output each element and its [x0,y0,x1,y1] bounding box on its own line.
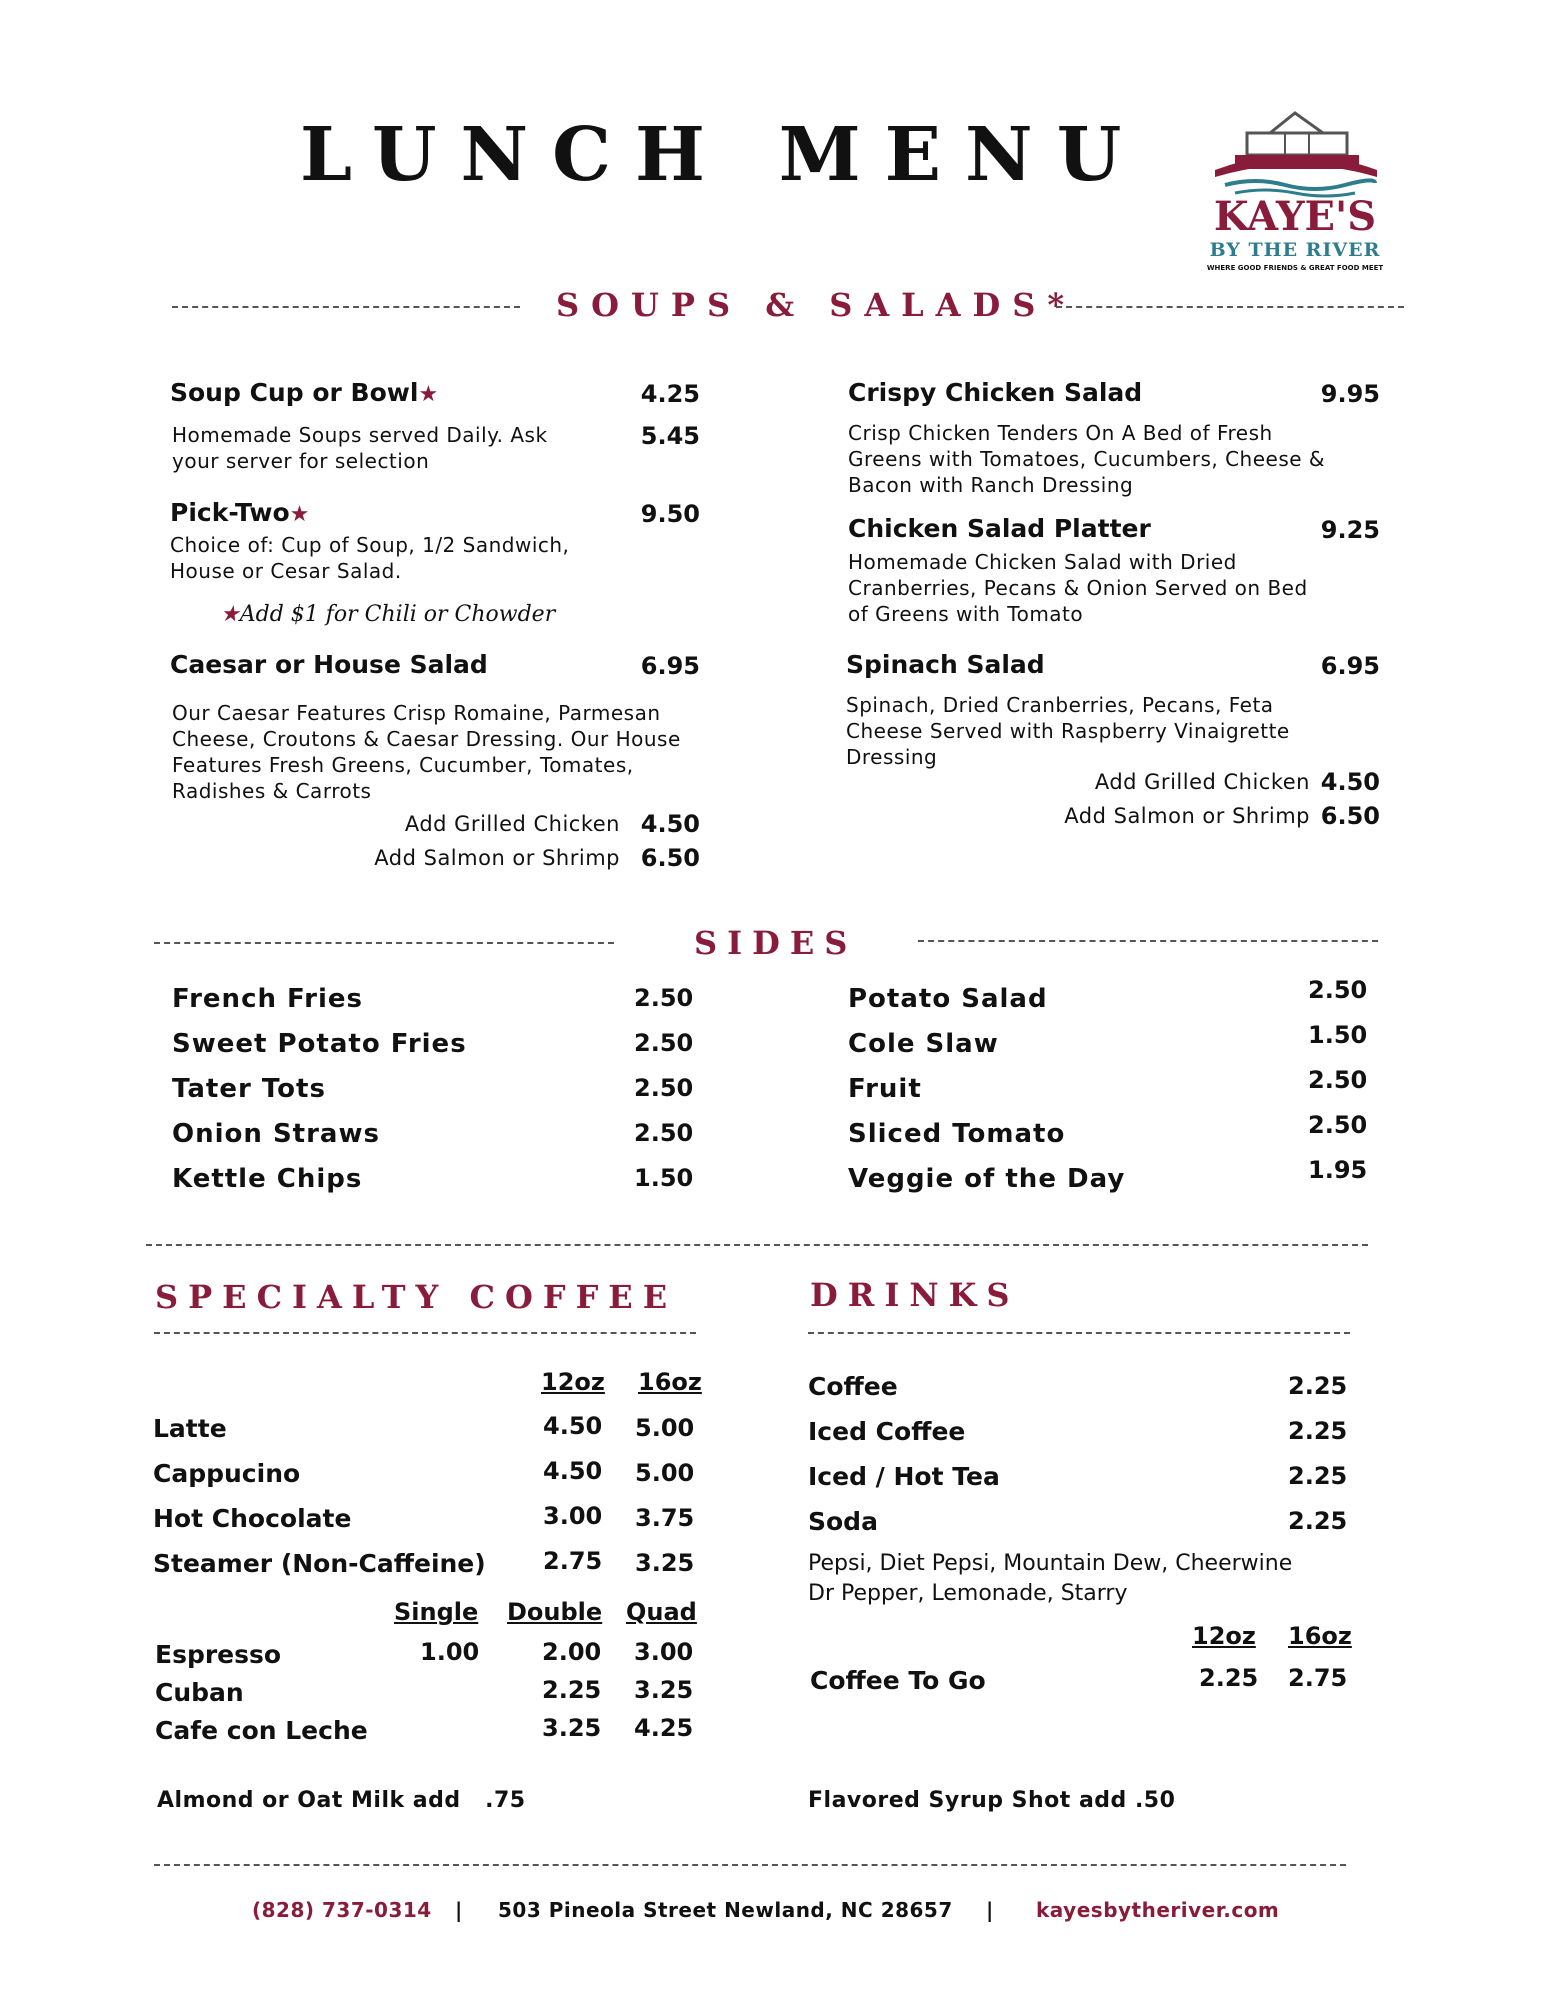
coffee-item-name: Steamer (Non-Caffeine) [153,1549,486,1578]
list-item: French Fries [172,984,363,1014]
price-16oz: 3.75 [635,1504,695,1532]
list-item: Fruit [848,1074,922,1104]
price-12oz: 4.50 [543,1457,603,1485]
drink-price: 2.25 [1288,1462,1348,1490]
coffee-to-go-name: Coffee To Go [810,1666,986,1695]
price-soup-cup: 4.25 [640,380,700,408]
logo [1195,105,1395,275]
price: 2.50 [634,1074,694,1102]
logo-bridge-icon [1195,105,1395,200]
list-item: Sweet Potato Fries [172,1029,467,1059]
footer-phone[interactable]: (828) 737-0314 [252,1898,432,1922]
divider [154,1864,1346,1866]
price-12oz: 2.75 [543,1547,603,1575]
drink-name: Coffee [808,1372,898,1401]
list-item: Cole Slaw [848,1029,999,1059]
page-title: LUNCH MENU [300,112,1146,198]
addon-price: 4.50 [640,810,700,838]
divider [1056,306,1404,308]
price-quad: 4.25 [634,1714,694,1742]
price-pick-two: 9.50 [640,500,700,528]
coffee-item-name: Latte [153,1414,227,1443]
list-item: Sliced Tomato [848,1119,1066,1149]
desc-pick-two: Choice of: Cup of Soup, 1/2 Sandwich, House or Cesar Salad. [170,533,570,583]
soda-desc: Dr Pepper, Lemonade, Starry [808,1581,1128,1606]
list-item: Onion Straws [172,1119,380,1149]
price-spinach: 6.95 [1320,652,1380,680]
drink-price: 2.25 [1288,1507,1348,1535]
addon-price: 6.50 [1320,802,1380,830]
price-12oz: 4.50 [543,1412,603,1440]
price: 1.50 [1308,1021,1368,1049]
col-header-16oz: 16oz [1288,1622,1352,1650]
brand-name: KAYE'S [1213,193,1377,240]
price-12oz: 3.00 [543,1502,603,1530]
price: 1.50 [634,1164,694,1192]
star-icon: ★ [289,502,310,527]
price: 2.50 [1308,976,1368,1004]
divider [146,1244,1368,1246]
milk-note: Almond or Oat Milk add .75 [157,1788,526,1813]
footer-separator: | [986,1898,994,1922]
addon-price: 4.50 [1320,768,1380,796]
price: 2.50 [634,1029,694,1057]
col-header-12oz: 12oz [1192,1622,1256,1650]
syrup-note: Flavored Syrup Shot add .50 [808,1788,1176,1813]
col-header-single: Single [394,1598,479,1626]
star-icon: ★ [418,382,439,407]
divider [154,942,614,944]
price: 2.50 [634,1119,694,1147]
brand-sub: BY THE RIVER [1209,239,1381,261]
item-name-platter: Chicken Salad Platter [848,514,1151,543]
price-caesar: 6.95 [640,652,700,680]
col-header-quad: Quad [626,1598,697,1626]
espresso-name: Espresso [155,1640,282,1669]
price-double: 3.25 [542,1714,602,1742]
price-crispy: 9.95 [1320,380,1380,408]
coffee-item-name: Cappucino [153,1459,301,1488]
list-item: Veggie of the Day [848,1164,1126,1194]
addon-label: Add Grilled Chicken [1094,770,1310,794]
list-item: Potato Salad [848,984,1048,1014]
desc-spinach: Spinach, Dried Cranberries, Pecans, Feta Cheese Served with Raspberry Vinaigrette Dressing [846,693,1290,769]
section-heading-coffee: SPECIALTY COFFEE [155,1278,678,1316]
col-header-12oz: 12oz [541,1368,605,1396]
desc-platter: Homemade Chicken Salad with Dried Cranberries, Pecans & Onion Served on Bed of Greens with Tomato [848,550,1308,626]
addon-price: 6.50 [640,844,700,872]
drink-price: 2.25 [1288,1372,1348,1400]
addon-label: Add Salmon or Shrimp [1064,804,1310,828]
price-16oz: 5.00 [635,1459,695,1487]
price-soup-bowl: 5.45 [640,422,700,450]
item-name-pick-two: Pick-Two★ [170,498,310,527]
price-double: 2.00 [542,1638,602,1666]
item-name-crispy: Crispy Chicken Salad [848,378,1143,407]
chili-note: ★Add $1 for Chili or Chowder [220,602,556,627]
divider [808,1332,1350,1334]
drink-name: Iced Coffee [808,1417,966,1446]
price-16oz: 3.25 [635,1549,695,1577]
brand-tagline: WHERE GOOD FRIENDS & GREAT FOOD MEET [1206,264,1384,272]
soda-desc: Pepsi, Diet Pepsi, Mountain Dew, Cheerwine [808,1551,1293,1576]
desc-caesar: Our Caesar Features Crisp Romaine, Parmesan Cheese, Croutons & Caesar Dressing. Our House Features Fresh Greens, Cucumber, Tomates, Radishes & Carrots [172,701,681,803]
footer-website-link[interactable]: kayesbytheriver.com [1036,1898,1280,1922]
drink-price: 2.25 [1288,1417,1348,1445]
divider [918,940,1378,942]
footer-separator: | [455,1898,463,1922]
price-quad: 3.00 [634,1638,694,1666]
item-name-caesar: Caesar or House Salad [170,650,488,679]
item-name-spinach: Spinach Salad [846,650,1045,679]
price: 2.50 [1308,1111,1368,1139]
price: 2.50 [1308,1066,1368,1094]
price-16oz: 2.75 [1288,1664,1348,1692]
section-heading-sides: SIDES [694,924,858,962]
drink-name: Soda [808,1507,878,1536]
col-header-16oz: 16oz [638,1368,702,1396]
drink-name: Iced / Hot Tea [808,1462,1000,1491]
cuban-name: Cuban [155,1678,244,1707]
divider [172,306,520,308]
star-icon: ★ [220,602,240,627]
price-quad: 3.25 [634,1676,694,1704]
price-12oz: 2.25 [1199,1664,1259,1692]
addon-label: Add Salmon or Shrimp [374,846,620,870]
desc-soup: Homemade Soups served Daily. Ask your server for selection [172,423,548,473]
coffee-item-name: Hot Chocolate [153,1504,352,1533]
section-heading-soups-salads: SOUPS & SALADS* [556,286,1077,324]
price: 1.95 [1308,1156,1368,1184]
leche-name: Cafe con Leche [155,1716,368,1745]
footer-address: 503 Pineola Street Newland, NC 28657 [498,1898,953,1922]
item-name-soup: Soup Cup or Bowl★ [170,378,439,407]
col-header-double: Double [507,1598,603,1626]
addon-label: Add Grilled Chicken [404,812,620,836]
price-platter: 9.25 [1320,516,1380,544]
price-single: 1.00 [420,1638,480,1666]
list-item: Tater Tots [172,1074,326,1104]
price-16oz: 5.00 [635,1414,695,1442]
price: 2.50 [634,984,694,1012]
desc-crispy: Crisp Chicken Tenders On A Bed of Fresh Greens with Tomatoes, Cucumbers, Cheese & Bacon with Ranch Dressing [848,421,1326,497]
list-item: Kettle Chips [172,1164,363,1194]
section-heading-drinks: DRINKS [810,1276,1020,1314]
price-double: 2.25 [542,1676,602,1704]
divider [154,1332,696,1334]
